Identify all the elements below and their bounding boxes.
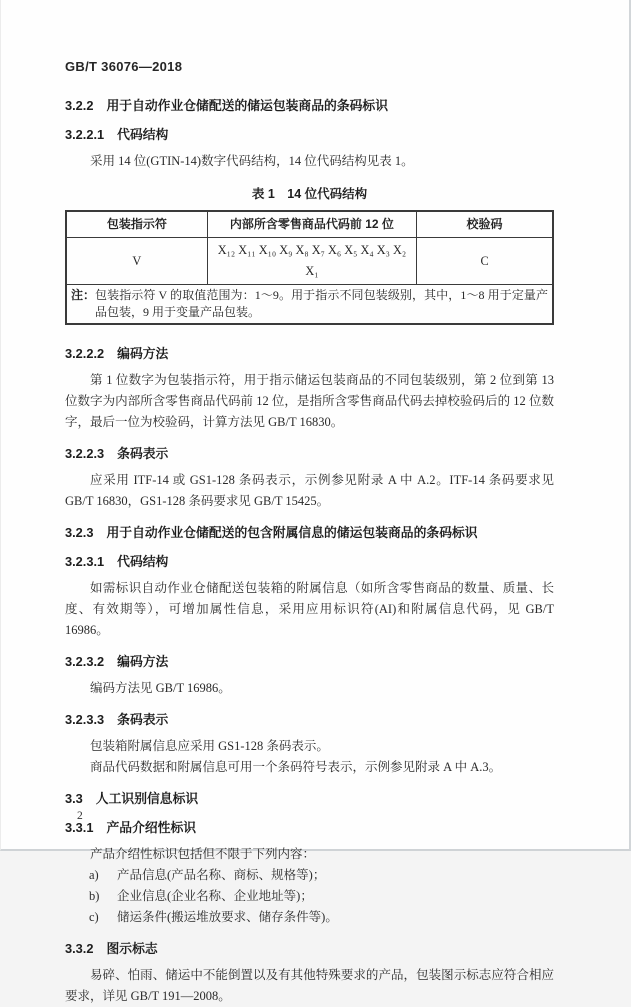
table-value-row: [66, 238, 553, 285]
section-heading-3-3-2: [65, 940, 554, 957]
section-title: 代码结构: [117, 554, 169, 569]
list-item-a: [65, 865, 554, 886]
table-note-row: [66, 285, 553, 325]
section-number: 3.3: [65, 791, 83, 806]
section-number: 3.3.1: [65, 820, 94, 835]
section-title: 用于自动作业仓储配送的储运包装商品的条码标识: [106, 98, 388, 113]
section-title: 图示标志: [106, 941, 158, 956]
paragraph-list-intro: 产品介绍性标识包括但不限于下列内容：: [90, 847, 316, 861]
section-title: 条码表示: [117, 446, 169, 461]
list-text: 储运条件(搬运堆放要求、储存条件等)。: [117, 910, 338, 924]
section-heading-3-2-3-3: [65, 711, 554, 728]
table-1-caption: 表 1 14 位代码结构: [251, 187, 368, 201]
paragraph-encoding-method: 第 1 位数字为包装指示符，用于指示储运包装商品的不同包装级别，第 2 位到第 13 位数字为内部所含零售商品代码前 12 位，是指所含零售商品代码去掉校验码后的 12 位数字，最后一位为校验码，计算方法见 GB/T 16830。: [65, 373, 554, 429]
paragraph-encoding-reference: 编码方法见 GB/T 16986。: [90, 681, 231, 695]
paragraph-single-symbol: 商品代码数据和附属信息可用一个条码符号表示，示例参见附录 A 中 A.3。: [90, 760, 502, 774]
section-heading-3-2-2-2: [65, 345, 554, 362]
section-heading-3-2-3-2: [65, 653, 554, 670]
note-text: 包装指示符 V 的取值范围为：1～9。用于指示不同包装级别，其中，1～8 用于定量产品包装，9 用于变量产品包装。: [95, 288, 548, 319]
header-check-digit: 校验码: [417, 211, 553, 238]
table-note: [71, 287, 548, 321]
paragraph-gs1-128: 包装箱附属信息应采用 GS1-128 条码表示。: [90, 739, 329, 753]
section-number: 3.2.2.2: [65, 346, 105, 361]
table-1-code-structure: [65, 210, 554, 325]
section-number: 3.2.3.1: [65, 554, 105, 569]
section-title: 编码方法: [117, 346, 169, 361]
section-number: 3.2.3.2: [65, 654, 105, 669]
list-marker: b): [89, 889, 100, 903]
section-number: 3.2.2: [65, 98, 94, 113]
section-number: 3.2.2.3: [65, 446, 105, 461]
cell-code-digits: X₁₂ X₁₁ X₁₀ X₉ X₈ X₇ X₆ X₅ X₄ X₃ X₂ X₁: [207, 238, 416, 285]
list-item-c: [65, 907, 554, 928]
section-heading-3-2-3-1: [65, 553, 554, 570]
section-title: 条码表示: [117, 712, 169, 727]
section-heading-3-3-1: [65, 819, 554, 836]
standard-number: GB/T 36076—2018: [65, 59, 183, 74]
list-item-b: [65, 886, 554, 907]
note-label: 注：: [71, 288, 96, 302]
section-number: 3.2.3: [65, 525, 94, 540]
section-heading-3-2-2-1: [65, 126, 554, 143]
section-number: 3.2.2.1: [65, 127, 105, 142]
section-heading-3-3: [65, 790, 554, 807]
table-note-cell: [66, 285, 553, 325]
paragraph-code-structure: 采用 14 位(GTIN-14)数字代码结构，14 位代码结构见表 1。: [90, 154, 414, 168]
section-title: 产品介绍性标识: [106, 820, 197, 835]
section-heading-3-2-2: [65, 97, 554, 114]
paragraph-attribute-code-structure: 如需标识自动作业仓储配送包装箱的附属信息（如所含零售商品的数量、质量、长度、有效期等），可增加属性信息，采用应用标识符(AI)和附属信息代码，见 GB/T 16986。: [65, 581, 554, 637]
paragraph-pictorial-marking: 易碎、怕雨、储运中不能倒置以及有其他特殊要求的产品，包装图示标志应符合相应要求，详见 GB/T 191—2008。: [65, 968, 554, 1003]
table-header-row: [66, 211, 553, 238]
list-text: 产品信息(产品名称、商标、规格等)；: [117, 868, 326, 882]
section-title: 用于自动作业仓储配送的包含附属信息的储运包装商品的条码标识: [106, 525, 478, 540]
list-marker: c): [89, 910, 99, 924]
header-retail-code-12-digits: 内部所含零售商品代码前 12 位: [207, 211, 416, 238]
section-title: 人工识别信息标识: [95, 791, 199, 806]
section-heading-3-2-3: [65, 524, 554, 541]
list-marker: a): [89, 868, 99, 882]
page-number: 2: [77, 810, 83, 822]
paragraph-barcode-representation: 应采用 ITF-14 或 GS1-128 条码表示，示例参见附录 A 中 A.2。ITF-14 条码要求见 GB/T 16830，GS1-128 条码要求见 GB/T 15425。: [65, 473, 554, 508]
header-package-indicator: 包装指示符: [66, 211, 207, 238]
section-number: 3.2.3.3: [65, 712, 105, 727]
section-title: 编码方法: [117, 654, 169, 669]
cell-indicator-value: V: [66, 238, 207, 285]
cell-check-value: C: [417, 238, 553, 285]
section-heading-3-2-2-3: [65, 445, 554, 462]
section-title: 代码结构: [117, 127, 169, 142]
section-number: 3.3.2: [65, 941, 94, 956]
list-text: 企业信息(企业名称、企业地址等)；: [117, 889, 313, 903]
